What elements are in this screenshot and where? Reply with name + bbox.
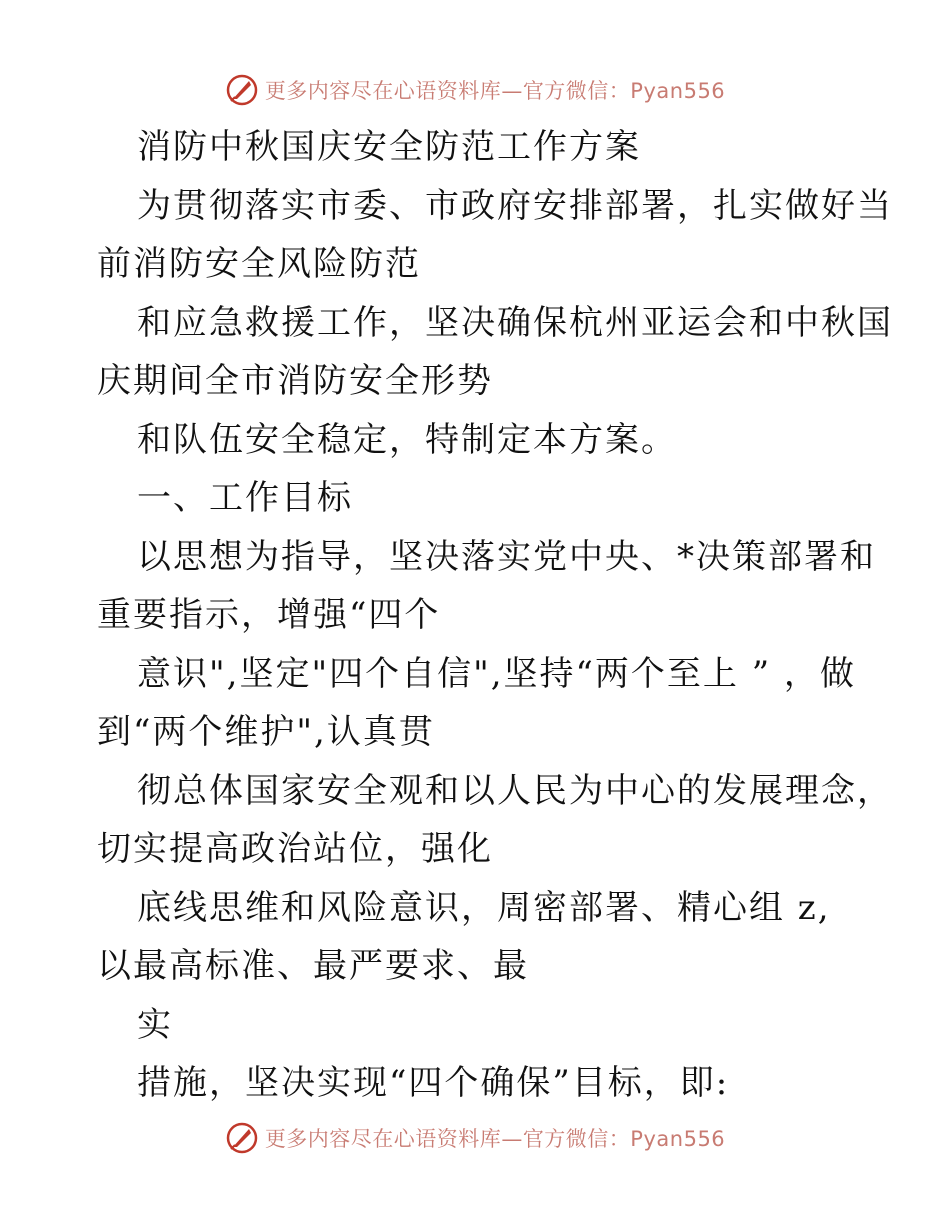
text-line: 和队伍安全稳定，特制定本方案。 [137, 419, 677, 460]
text-line: 实 [137, 1004, 173, 1045]
text-line: 消防中秋国庆安全防范工作方案 [137, 127, 641, 167]
watermark-footer [0, 1118, 950, 1158]
text-line: 前消防安全风险防范 [97, 244, 421, 284]
text-line: 一、工作目标 [137, 478, 353, 518]
text-line: 重要指示，增强“四个 [97, 595, 441, 635]
text-line: 切实提高政治站位，强化 [97, 829, 493, 869]
text-line: 以思想为指导，坚决落实党中央、*决策部署和 [137, 536, 876, 577]
text-line: 以最高标准、最严要求、最 [97, 946, 529, 986]
text-line: 措施，坚决实现“四个确保”目标，即: [137, 1063, 730, 1103]
text-line: 和应急救援工作，坚决确保杭州亚运会和中秋国 [137, 302, 893, 343]
quill-logo-icon [225, 1121, 259, 1155]
text-line: 意识",坚定"四个自信",坚持“两个至上 ” ，做 [137, 653, 856, 694]
text-line: 到“两个维护",认真贯 [97, 712, 435, 752]
watermark-text: 更多内容尽在心语资料库—官方微信：Pyan556 [264, 1127, 726, 1151]
text-line: 庆期间全市消防安全形势 [97, 361, 493, 401]
quill-logo-icon [225, 73, 259, 107]
watermark-header [0, 70, 950, 110]
watermark-text: 更多内容尽在心语资料库—官方微信：Pyan556 [264, 79, 726, 103]
document-body [97, 118, 893, 1113]
text-line: 彻总体国家安全观和以人民为中心的发展理念， [137, 770, 893, 811]
text-line: 为贯彻落实市委、市政府安排部署，扎实做好当 [137, 185, 893, 226]
text-line: 底线思维和风险意识，周密部署、精心组 z, [137, 887, 831, 928]
